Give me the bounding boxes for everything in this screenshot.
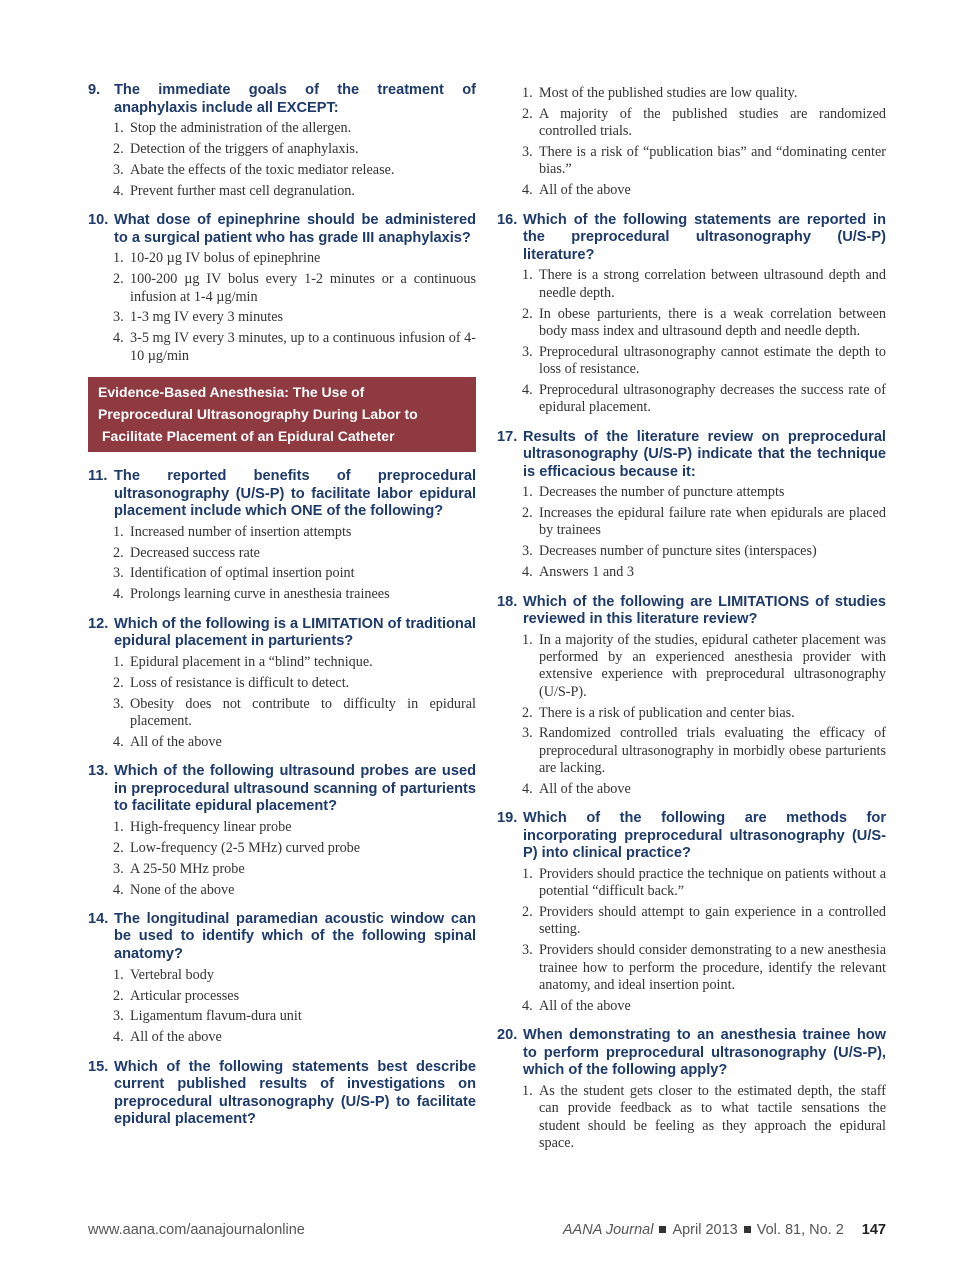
answer-option bbox=[88, 840, 476, 857]
question-13 bbox=[88, 763, 476, 899]
answer-option bbox=[497, 182, 886, 199]
option-text: All of the above bbox=[130, 1029, 222, 1046]
option-number: 2. bbox=[113, 987, 124, 1004]
option-text: Preprocedural ultrasonography cannot estimate the depth to loss of resistance. bbox=[539, 343, 886, 378]
question-14 bbox=[88, 911, 476, 1047]
option-number: 3. bbox=[522, 543, 533, 560]
option-number: 3. bbox=[522, 144, 533, 161]
answer-option bbox=[88, 1029, 476, 1046]
question-heading bbox=[88, 1059, 476, 1129]
option-number: 3. bbox=[522, 942, 533, 959]
journal-info bbox=[563, 1222, 886, 1238]
question-number: 16. bbox=[497, 211, 518, 228]
option-number: 1. bbox=[522, 484, 533, 501]
question-number: 14. bbox=[88, 910, 109, 927]
question-heading bbox=[88, 212, 476, 247]
option-text: As the student gets closer to the estimated depth, the staff can provide feedback as to what tactile sensations the student should be feeling as they approach the epidural space. bbox=[539, 1082, 886, 1151]
question-16 bbox=[497, 212, 886, 417]
option-text: Articular processes bbox=[130, 987, 240, 1004]
question-group-right bbox=[497, 212, 886, 1153]
answer-option bbox=[88, 988, 476, 1005]
question-number: 18. bbox=[497, 593, 518, 610]
option-number: 4. bbox=[522, 182, 533, 199]
option-text: Abate the effects of the toxic mediator release. bbox=[130, 161, 395, 178]
answer-option bbox=[497, 505, 886, 540]
banner-line-1: Evidence-Based Anesthesia: The Use of bbox=[98, 383, 365, 400]
question-text: The reported benefits of preprocedural ultrasonography (U/S-P) to facilitate labor epidural placement include which ONE of the following? bbox=[114, 467, 476, 520]
option-number: 4. bbox=[113, 586, 124, 603]
question-heading bbox=[88, 468, 476, 521]
option-text: Providers should practice the technique on patients without a potential “difficult back.” bbox=[539, 865, 886, 900]
option-text: All of the above bbox=[539, 997, 631, 1014]
option-text: Loss of resistance is difficult to detect. bbox=[130, 674, 350, 691]
option-text: 3-5 mg IV every 3 minutes, up to a continuous infusion of 4-10 µg/min bbox=[130, 330, 476, 364]
option-number: 1. bbox=[113, 966, 124, 983]
answer-option bbox=[497, 942, 886, 994]
answer-option bbox=[497, 725, 886, 777]
option-text: There is a risk of publication and center bias. bbox=[539, 704, 795, 721]
option-number: 2. bbox=[113, 839, 124, 856]
answer-option bbox=[497, 144, 886, 179]
option-number: 3. bbox=[113, 309, 124, 326]
option-number: 3. bbox=[522, 343, 533, 360]
option-text: All of the above bbox=[539, 182, 631, 199]
question-19 bbox=[497, 810, 886, 1015]
answer-options bbox=[88, 524, 476, 604]
answer-options bbox=[497, 484, 886, 581]
option-text: Prolongs learning curve in anesthesia trainees bbox=[130, 586, 390, 603]
answer-option bbox=[88, 545, 476, 562]
answer-option bbox=[497, 998, 886, 1015]
answer-option bbox=[497, 632, 886, 701]
banner-line-2: Preprocedural Ultrasonography During Labor to bbox=[98, 405, 418, 422]
answer-options bbox=[497, 632, 886, 798]
square-bullet-icon bbox=[744, 1226, 751, 1233]
option-text: All of the above bbox=[539, 780, 631, 797]
answer-option bbox=[497, 1083, 886, 1152]
option-number: 4. bbox=[522, 780, 533, 797]
option-number: 1. bbox=[113, 120, 124, 137]
answer-option bbox=[88, 696, 476, 731]
answer-options bbox=[88, 819, 476, 899]
page-number: 147 bbox=[861, 1222, 886, 1238]
option-text: 100-200 µg IV bolus every 1-2 minutes or a continuous infusion at 1-4 µg/min bbox=[130, 271, 476, 305]
option-text: Stop the administration of the allergen. bbox=[130, 120, 352, 137]
question-15 bbox=[88, 1059, 476, 1129]
option-number: 4. bbox=[522, 997, 533, 1014]
question-heading bbox=[88, 911, 476, 964]
option-text: Providers should attempt to gain experience in a controlled setting. bbox=[539, 904, 886, 938]
option-text: Decreases the number of puncture attempts bbox=[539, 484, 785, 501]
option-number: 4. bbox=[113, 881, 124, 898]
question-heading bbox=[497, 594, 886, 629]
question-text: Results of the literature review on preprocedural ultrasonography (U/S-P) indicate that the technique is efficacious because it: bbox=[523, 428, 886, 480]
answer-option bbox=[88, 734, 476, 751]
question-text: Which of the following statements best describe current published results of investigations on preprocedural ultrasonography (U/S-P) to facilitate epidural placement? bbox=[114, 1058, 476, 1128]
journal-url: www.aana.com/aanajournalonline bbox=[88, 1222, 305, 1238]
option-text: 1-3 mg IV every 3 minutes bbox=[130, 309, 284, 326]
question-text: What dose of epinephrine should be administered to a surgical patient who has grade III anaphylaxis? bbox=[114, 212, 476, 246]
question-11 bbox=[88, 468, 476, 604]
option-text: In a majority of the studies, epidural catheter placement was performed by an experienced anesthesia provider with extensive experience with preprocedural ultrasonography (U/S-P). bbox=[539, 631, 886, 700]
answer-option bbox=[497, 564, 886, 581]
question-text: Which of the following ultrasound probes are used in preprocedural ultrasound scanning of parturients to facilitate epidural placement? bbox=[114, 763, 476, 815]
question-12 bbox=[88, 616, 476, 751]
option-text: A 25-50 MHz probe bbox=[130, 860, 245, 877]
question-number: 9. bbox=[88, 82, 101, 98]
issue-date: April 2013 bbox=[672, 1222, 738, 1238]
question-9 bbox=[88, 82, 476, 200]
banner-line-3: Facilitate Placement of an Epidural Catheter bbox=[102, 427, 395, 444]
option-number: 3. bbox=[522, 725, 533, 742]
option-text: None of the above bbox=[130, 881, 235, 898]
option-text: Randomized controlled trials evaluating the efficacy of preprocedural ultrasonography in morbidly obese parturients are lacking. bbox=[539, 725, 886, 776]
question-20 bbox=[497, 1027, 886, 1152]
answer-option bbox=[88, 309, 476, 326]
option-number: 2. bbox=[522, 105, 533, 122]
option-text: A majority of the published studies are randomized controlled trials. bbox=[539, 105, 886, 140]
option-number: 1. bbox=[522, 865, 533, 882]
question-heading bbox=[497, 1027, 886, 1080]
question-text: The immediate goals of the treatment of anaphylaxis include all EXCEPT: bbox=[114, 82, 476, 116]
question-group-left-top bbox=[88, 82, 476, 365]
answer-option bbox=[88, 141, 476, 158]
question-text: When demonstrating to an anesthesia trainee how to perform preprocedural ultrasonography (U/S-P), which of the following apply? bbox=[523, 1027, 886, 1079]
option-number: 2. bbox=[522, 704, 533, 721]
option-number: 2. bbox=[113, 271, 124, 288]
option-text: Detection of the triggers of anaphylaxis. bbox=[130, 141, 359, 158]
option-number: 1. bbox=[113, 523, 124, 540]
answer-option bbox=[497, 705, 886, 722]
option-number: 2. bbox=[522, 305, 533, 322]
option-number: 3. bbox=[113, 1008, 124, 1025]
question-heading bbox=[497, 429, 886, 482]
volume-number: Vol. 81, No. 2 bbox=[756, 1222, 844, 1238]
question-17 bbox=[497, 429, 886, 582]
answer-option bbox=[497, 866, 886, 901]
answer-option bbox=[497, 781, 886, 798]
question-number: 20. bbox=[497, 1027, 518, 1044]
option-number: 2. bbox=[522, 904, 533, 921]
left-column bbox=[88, 82, 476, 1141]
question-number: 17. bbox=[497, 428, 518, 445]
option-number: 3. bbox=[113, 565, 124, 582]
answer-option bbox=[88, 183, 476, 200]
option-text: Answers 1 and 3 bbox=[539, 564, 634, 581]
answer-option bbox=[88, 654, 476, 671]
question-text: Which of the following is a LIMITATION of traditional epidural placement in parturients? bbox=[114, 615, 476, 650]
option-text: Low-frequency (2-5 MHz) curved probe bbox=[130, 839, 361, 856]
option-number: 4. bbox=[113, 182, 124, 199]
option-text: Vertebral body bbox=[130, 966, 214, 983]
option-text: Obesity does not contribute to difficulty in epidural placement. bbox=[130, 695, 476, 729]
option-text: All of the above bbox=[130, 733, 222, 750]
answer-option bbox=[497, 267, 886, 302]
option-text: There is a risk of “publication bias” and “dominating center bias.” bbox=[539, 144, 886, 178]
option-text: Decreases number of puncture sites (interspaces) bbox=[539, 543, 817, 560]
option-text: Identification of optimal insertion point bbox=[130, 565, 355, 582]
answer-option bbox=[88, 819, 476, 836]
answer-option bbox=[497, 484, 886, 501]
question-heading bbox=[88, 616, 476, 651]
question-heading bbox=[88, 82, 476, 117]
option-number: 2. bbox=[113, 141, 124, 158]
answer-option bbox=[497, 306, 886, 341]
option-text: In obese parturients, there is a weak correlation between body mass index and ultrasound depth and needle depth. bbox=[539, 305, 886, 339]
answer-options bbox=[497, 267, 886, 416]
option-number: 3. bbox=[113, 161, 124, 178]
option-number: 1. bbox=[522, 1082, 533, 1099]
right-column bbox=[497, 82, 886, 1164]
answer-option bbox=[497, 106, 886, 141]
question-group-left-bottom bbox=[88, 468, 476, 1129]
answer-option bbox=[497, 85, 886, 102]
question-text: Which of the following statements are reported in the preprocedural ultrasonography (U/S-P) literature? bbox=[523, 211, 886, 263]
answer-option bbox=[88, 861, 476, 878]
answer-option bbox=[88, 967, 476, 984]
answer-option bbox=[88, 120, 476, 137]
answer-option bbox=[497, 382, 886, 417]
option-number: 4. bbox=[113, 330, 124, 347]
option-number: 4. bbox=[522, 564, 533, 581]
option-text: Providers should consider demonstrating to a new anesthesia trainee how to perform the procedure, identify the relevant anatomy, and ideal insertion point. bbox=[539, 942, 886, 993]
option-number: 1. bbox=[522, 631, 533, 648]
question-number: 11. bbox=[88, 467, 108, 484]
question-text: Which of the following are methods for incorporating preprocedural ultrasonography (U/S-P) into clinical practice? bbox=[523, 810, 886, 862]
answer-options bbox=[88, 967, 476, 1047]
option-text: Decreased success rate bbox=[130, 544, 260, 561]
question-number: 13. bbox=[88, 763, 109, 780]
option-number: 1. bbox=[113, 653, 124, 670]
question-text: The longitudinal paramedian acoustic window can be used to identify which of the following spinal anatomy? bbox=[114, 910, 476, 963]
option-text: High-frequency linear probe bbox=[130, 818, 292, 835]
answer-option bbox=[88, 565, 476, 582]
answer-options bbox=[497, 1083, 886, 1152]
option-number: 1. bbox=[522, 85, 533, 101]
square-bullet-icon bbox=[659, 1226, 666, 1233]
answer-option bbox=[88, 524, 476, 541]
option-text: Ligamentum flavum-dura unit bbox=[130, 1008, 302, 1025]
option-number: 4. bbox=[113, 733, 124, 750]
question-number: 10. bbox=[88, 212, 109, 229]
option-number: 4. bbox=[113, 1029, 124, 1046]
option-number: 2. bbox=[113, 544, 124, 561]
option-number: 2. bbox=[522, 505, 533, 522]
answer-option bbox=[88, 271, 476, 306]
option-number: 1. bbox=[113, 818, 124, 835]
answer-option bbox=[497, 344, 886, 379]
section-banner bbox=[88, 377, 476, 452]
question-heading bbox=[497, 212, 886, 265]
option-text: Increased number of insertion attempts bbox=[130, 523, 352, 540]
option-text: Preprocedural ultrasonography decreases the success rate of epidural placement. bbox=[539, 381, 886, 416]
option-number: 1. bbox=[522, 267, 533, 284]
option-text: There is a strong correlation between ultrasound depth and needle depth. bbox=[539, 267, 886, 301]
answer-option bbox=[88, 162, 476, 179]
answer-options bbox=[497, 866, 886, 1015]
option-number: 1. bbox=[113, 250, 124, 267]
answer-option bbox=[497, 904, 886, 939]
option-text: Increases the epidural failure rate when epidurals are placed by trainees bbox=[539, 505, 886, 539]
option-number: 3. bbox=[113, 860, 124, 877]
question-18 bbox=[497, 594, 886, 799]
question-number: 12. bbox=[88, 615, 109, 632]
option-text: 10-20 µg IV bolus of epinephrine bbox=[130, 250, 321, 267]
question-text: Which of the following are LIMITATIONS of studies reviewed in this literature review? bbox=[523, 593, 886, 628]
option-text: Most of the published studies are low quality. bbox=[539, 85, 798, 101]
answer-option bbox=[88, 250, 476, 267]
page-footer bbox=[88, 1222, 886, 1242]
question-10 bbox=[88, 212, 476, 365]
answer-options bbox=[88, 250, 476, 365]
answer-option bbox=[88, 330, 476, 365]
answer-option bbox=[88, 675, 476, 692]
option-text: Prevent further mast cell degranulation. bbox=[130, 182, 355, 199]
question-number: 15. bbox=[88, 1058, 109, 1075]
option-number: 4. bbox=[522, 381, 533, 398]
answer-option bbox=[88, 1008, 476, 1025]
option-number: 2. bbox=[113, 674, 124, 691]
answer-option bbox=[88, 882, 476, 899]
journal-name: AANA Journal bbox=[562, 1222, 654, 1238]
answer-options bbox=[88, 120, 476, 200]
answer-options bbox=[88, 654, 476, 751]
option-number: 3. bbox=[113, 695, 124, 712]
question-heading bbox=[497, 810, 886, 863]
answer-option bbox=[88, 586, 476, 603]
question-15-options-continued bbox=[497, 85, 886, 200]
question-number: 19. bbox=[497, 810, 518, 827]
option-text: Epidural placement in a “blind” technique. bbox=[130, 653, 373, 670]
answer-option bbox=[497, 543, 886, 560]
question-heading bbox=[88, 763, 476, 816]
